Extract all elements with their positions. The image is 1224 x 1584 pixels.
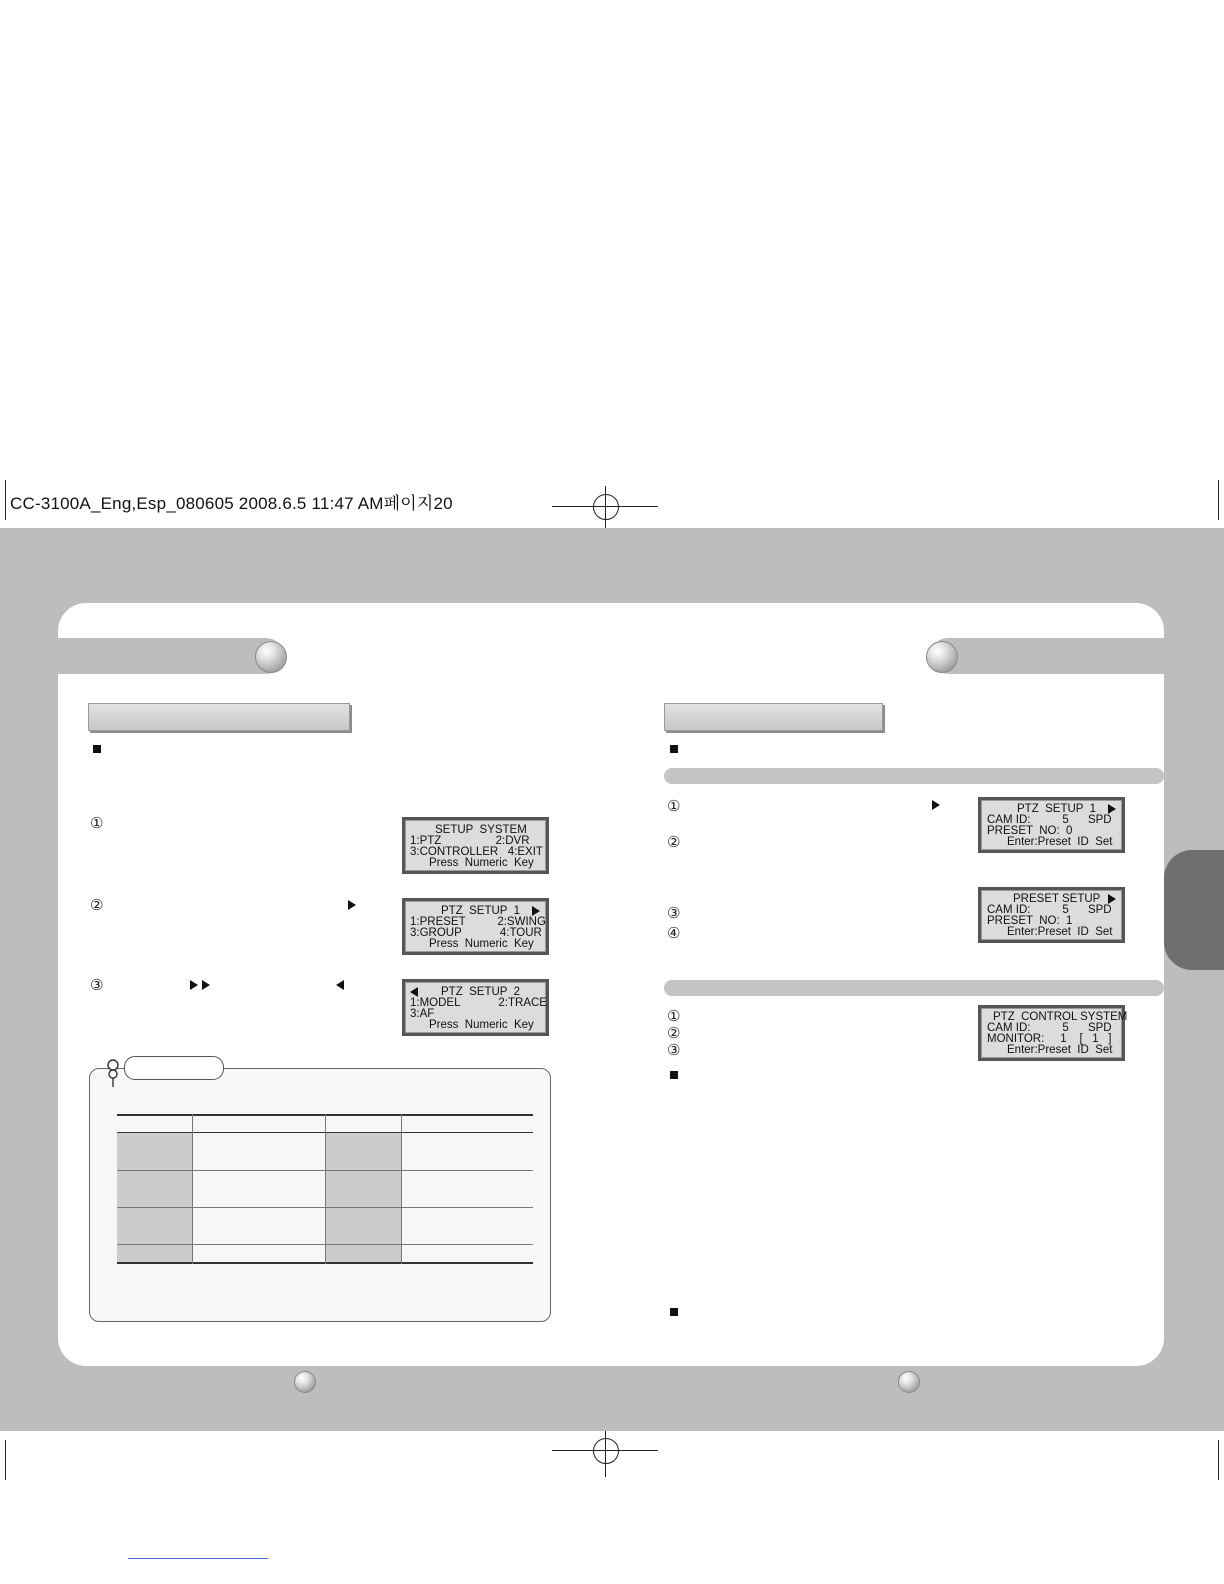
note-table: [117, 1114, 533, 1264]
lcd-line: CAM ID: 5 SPD: [987, 814, 1112, 826]
crop-mark-left-bottom: [5, 1440, 6, 1480]
r-step-1-number: ①: [667, 797, 681, 815]
lcd-line: Enter:Preset ID Set: [1007, 1044, 1113, 1056]
step-1-number: ①: [90, 814, 104, 832]
step-3-number: ③: [90, 976, 104, 994]
lcd-ptz-setup-1-cam: [978, 797, 1125, 853]
double-arrow-right-icon-b: [202, 980, 210, 990]
r2-step-2-number: ②: [667, 1024, 681, 1042]
table-col-rule: [401, 1114, 402, 1264]
arrow-right-icon: [348, 900, 356, 910]
pushpin-icon: [104, 1058, 124, 1088]
right-header-ball-icon: [926, 641, 958, 673]
table-shaded-col-3: [325, 1133, 401, 1262]
arrow-left-icon: [336, 980, 344, 990]
file-info-header: CC-3100A_Eng,Esp_080605 2008.6.5 11:47 AM페이지20: [10, 494, 453, 513]
chapter-side-tab: [1164, 850, 1224, 970]
lcd-line: 3:AF: [410, 1008, 435, 1020]
r-step-2-number: ②: [667, 833, 681, 851]
lcd-line: PRESET SETUP: [1013, 893, 1101, 905]
left-page-ball-icon: [294, 1371, 316, 1393]
table-col-rule: [325, 1114, 326, 1264]
lcd-line: 3:CONTROLLER 4:EXIT: [410, 846, 543, 858]
table-col-rule: [192, 1114, 193, 1264]
left-header-ball-icon: [255, 641, 287, 673]
lcd-line: SETUP SYSTEM: [435, 824, 527, 836]
r-step-3-number: ③: [667, 904, 681, 922]
lcd-line: 1:PTZ 2:DVR: [410, 835, 530, 847]
lcd-line: CAM ID: 5 SPD: [987, 904, 1112, 916]
lcd-line: Press Numeric Key: [429, 938, 534, 950]
arrow-right-icon: [932, 800, 940, 810]
left-header-tab: [58, 638, 284, 674]
lcd-setup-system: [402, 817, 549, 874]
lcd-line: CAM ID: 5 SPD: [987, 1022, 1112, 1034]
table-shaded-col-1: [117, 1133, 192, 1262]
lcd-line: Enter:Preset ID Set: [1007, 926, 1113, 938]
subsection-bar-1: [664, 768, 1164, 784]
lcd-line: PRESET NO: 0: [987, 825, 1073, 837]
lcd-line: MONITOR: 1 [ 1 ]: [987, 1033, 1112, 1045]
r2-step-1-number: ①: [667, 1007, 681, 1025]
crop-mark-right-top: [1218, 480, 1219, 520]
right-page-ball-icon: [898, 1371, 920, 1393]
lcd-arrow-right-icon: [1108, 804, 1116, 814]
lcd-arrow-right-icon: [1108, 894, 1116, 904]
lcd-ptz-setup-1: [402, 898, 549, 955]
registration-mark-bottom: [593, 1438, 619, 1464]
subsection-bar-2: [664, 980, 1164, 996]
left-section-title-bar: [88, 703, 350, 731]
lcd-preset-setup: [978, 887, 1125, 943]
lcd-line: PTZ SETUP 1: [1017, 803, 1097, 815]
r-step-4-number: ④: [667, 924, 681, 942]
right-header-tab: [930, 638, 1164, 674]
r2-step-3-number: ③: [667, 1041, 681, 1059]
footer-underline: [128, 1558, 268, 1559]
lcd-line: PTZ SETUP 1: [441, 905, 521, 917]
lcd-arrow-right-icon: [532, 906, 540, 916]
lcd-ptz-setup-2: [402, 979, 549, 1036]
note-label-pill: [124, 1056, 224, 1080]
double-arrow-right-icon-a: [190, 980, 198, 990]
lcd-line: PRESET NO: 1: [987, 915, 1073, 927]
left-bullet-icon: [93, 745, 101, 753]
lcd-ptz-control-system: [978, 1005, 1128, 1061]
crop-mark-left-top: [5, 480, 6, 520]
lcd-line: 1:MODEL 2:TRACE: [410, 997, 547, 1009]
lcd-line: 3:GROUP 4:TOUR: [410, 927, 542, 939]
lcd-arrow-left-icon: [410, 987, 418, 997]
lcd-line: Press Numeric Key: [429, 857, 534, 869]
right-section-title-bar: [664, 703, 883, 731]
lcd-line: 1:PRESET 2:SWING: [410, 916, 546, 928]
lcd-line: PTZ CONTROL SYSTEM: [993, 1011, 1128, 1023]
step-2-number: ②: [90, 896, 104, 914]
lcd-line: Press Numeric Key: [429, 1019, 534, 1031]
right-bullet-icon: [670, 1071, 678, 1079]
crop-mark-right-bottom: [1218, 1440, 1219, 1480]
lcd-line: Enter:Preset ID Set: [1007, 836, 1113, 848]
registration-mark-top: [593, 494, 619, 520]
right-bullet-icon: [670, 745, 678, 753]
lcd-line: PTZ SETUP 2: [441, 986, 521, 998]
right-bullet-icon: [670, 1308, 678, 1316]
